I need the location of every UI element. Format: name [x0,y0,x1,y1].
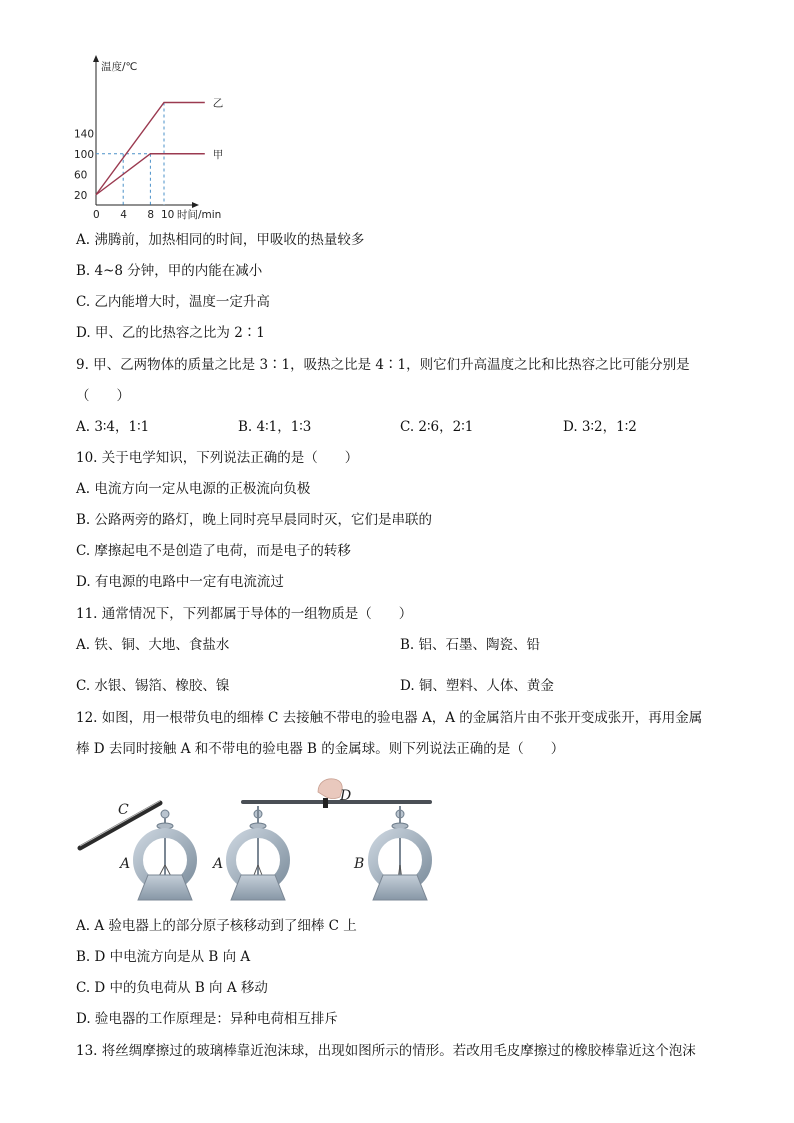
rod-d-handle [323,798,328,808]
q9-option-b: B. 4∶1，1∶3 [238,419,312,435]
y-tick-3: 140 [74,128,95,141]
q9-paren: （ ） [76,388,130,404]
y-tick-0: 20 [74,189,88,202]
x-tick-0: 0 [93,209,100,221]
y-tick-2: 100 [74,148,95,161]
y-axis-label: 温度/℃ [101,61,138,73]
q9-option-d: D. 3∶2，1∶2 [563,419,637,435]
q9-option-c: C. 2∶6，2∶1 [400,419,474,435]
q8-option-b: B. 4~8 分钟，甲的内能在减小 [76,263,263,279]
x-axis-label: 时间/min [177,209,222,221]
q9-stem: 9. 甲、乙两物体的质量之比是 3∶1，吸热之比是 4∶1，则它们升高温度之比和比热容之比可能分别是 [76,357,690,373]
label-b: B [354,856,365,872]
q11-option-d: D. 铜、塑料、人体、黄金 [400,678,554,694]
label-d: D [340,788,352,804]
label-a2: A [213,856,224,872]
q13-stem: 13. 将丝绸摩擦过的玻璃棒靠近泡沫球，出现如图所示的情形。若改用毛皮摩擦过的橡胶棒靠近这个泡沫 [76,1043,696,1059]
series-label-0: 甲 [212,148,224,161]
q10-stem: 10. 关于电学知识，下列说法正确的是（ ） [76,450,359,466]
q10-option-d: D. 有电源的电路中一定有电流流过 [76,574,284,590]
y-tick-1: 60 [74,169,88,182]
chart-series [96,98,223,195]
series-label-1: 乙 [212,97,224,110]
label-a1: A [120,856,131,872]
electroscope-a-middle [231,806,285,900]
electroscope-a [138,810,192,900]
q8-option-d: D. 甲、乙的比热容之比为 2∶1 [76,325,265,341]
electroscope-figure [0,770,794,910]
q9-option-a: A. 3∶4，1∶1 [76,419,150,435]
x-tick-1: 4 [120,209,127,221]
x-tick-2: 8 [147,209,155,221]
hand-icon [318,779,342,799]
q11-option-b: B. 铝、石墨、陶瓷、铅 [400,637,541,653]
chart-ticks [74,128,174,221]
q11-stem: 11. 通常情况下，下列都属于导体的一组物质是（ ） [76,606,413,622]
q8-option-c: C. 乙内能增大时，温度一定升高 [76,294,270,310]
temperature-time-chart [0,0,794,230]
q10-option-b: B. 公路两旁的路灯，晚上同时亮早晨同时灭，它们是串联的 [76,512,433,528]
q11-option-a: A. 铁、铜、大地、食盐水 [76,637,230,653]
q12-stem-line1: 12. 如图，用一根带负电的细棒 C 去接触不带电的验电器 A，A 的金属箔片由不张开变成张开，再用金属 [76,710,703,726]
q12-option-a: A. A 验电器上的部分原子核移动到了细棒 C 上 [76,918,357,934]
q10-option-a: A. 电流方向一定从电源的正极流向负极 [76,481,311,497]
electroscope-b [373,806,427,900]
q12-option-d: D. 验电器的工作原理是：异种电荷相互排斥 [76,1011,338,1027]
q12-option-b: B. D 中电流方向是从 B 向 A [76,949,251,965]
q10-option-c: C. 摩擦起电不是创造了电荷，而是电子的转移 [76,543,351,559]
series-line-1 [96,103,205,195]
x-tick-3: 10 [161,209,175,221]
q8-option-a: A. 沸腾前，加热相同的时间，甲吸收的热量较多 [76,232,365,248]
q11-option-c: C. 水银、锡箔、橡胶、镍 [76,678,230,694]
q12-option-c: C. D 中的负电荷从 B 向 A 移动 [76,980,268,996]
q12-stem-line2: 棒 D 去同时接触 A 和不带电的验电器 B 的金属球。则下列说法正确的是（ ） [76,741,565,757]
label-c: C [118,802,129,818]
